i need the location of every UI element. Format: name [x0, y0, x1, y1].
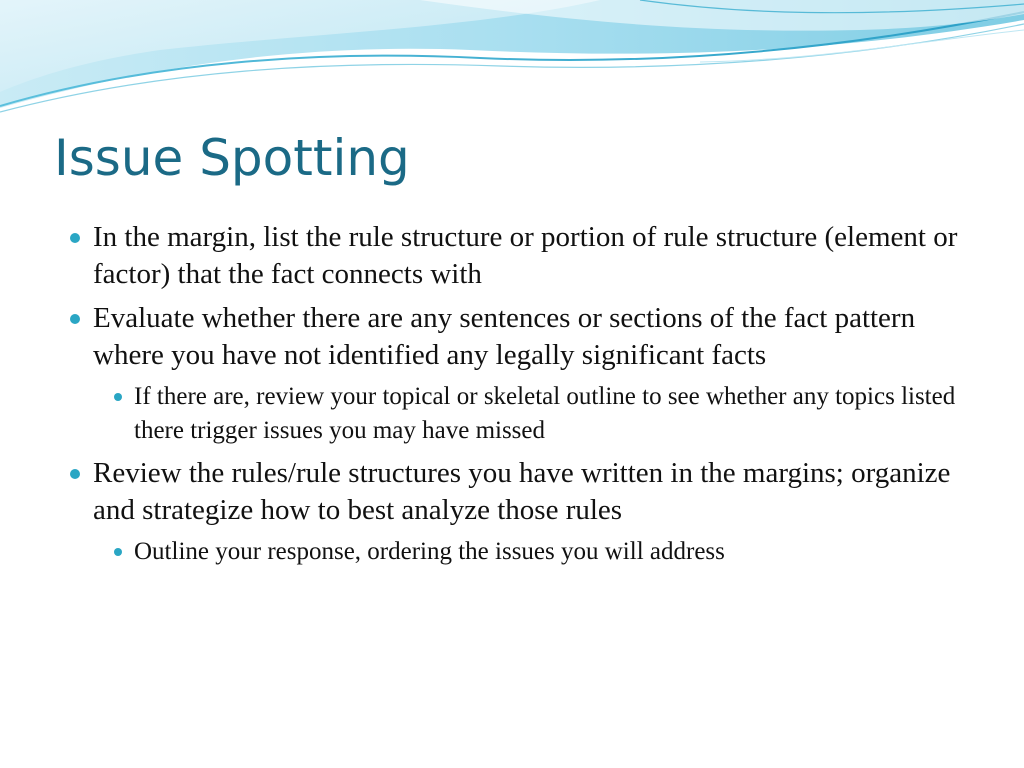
sub-bullet-icon [114, 393, 122, 401]
bullet-item [70, 300, 970, 373]
bullet-text: Evaluate whether there are any sentences or sections of the fact pattern where you have not identified any legally significant facts [93, 302, 916, 371]
bullet-text: Review the rules/rule structures you have written in the margins; organize and strategize how to best analyze those rules [93, 457, 951, 526]
slide-title: Issue Spotting [54, 129, 410, 187]
bullet-icon [70, 314, 80, 324]
bullet-item [70, 219, 970, 292]
bullet-list [70, 219, 970, 577]
sub-bullet-text: If there are, review your topical or skeletal outline to see whether any topics listed there trigger issues you may have missed [134, 383, 956, 444]
sub-bullet-text: Outline your response, ordering the issues you will address [134, 538, 725, 565]
bullet-item [70, 455, 970, 528]
sub-bullet-item [70, 535, 970, 569]
sub-bullet-icon [114, 548, 122, 556]
sub-bullet-item [70, 380, 970, 447]
header-wave-decoration [0, 0, 1024, 130]
bullet-icon [70, 469, 80, 479]
bullet-icon [70, 233, 80, 243]
bullet-text: In the margin, list the rule structure or portion of rule structure (element or factor) that the fact connects with [93, 221, 958, 290]
